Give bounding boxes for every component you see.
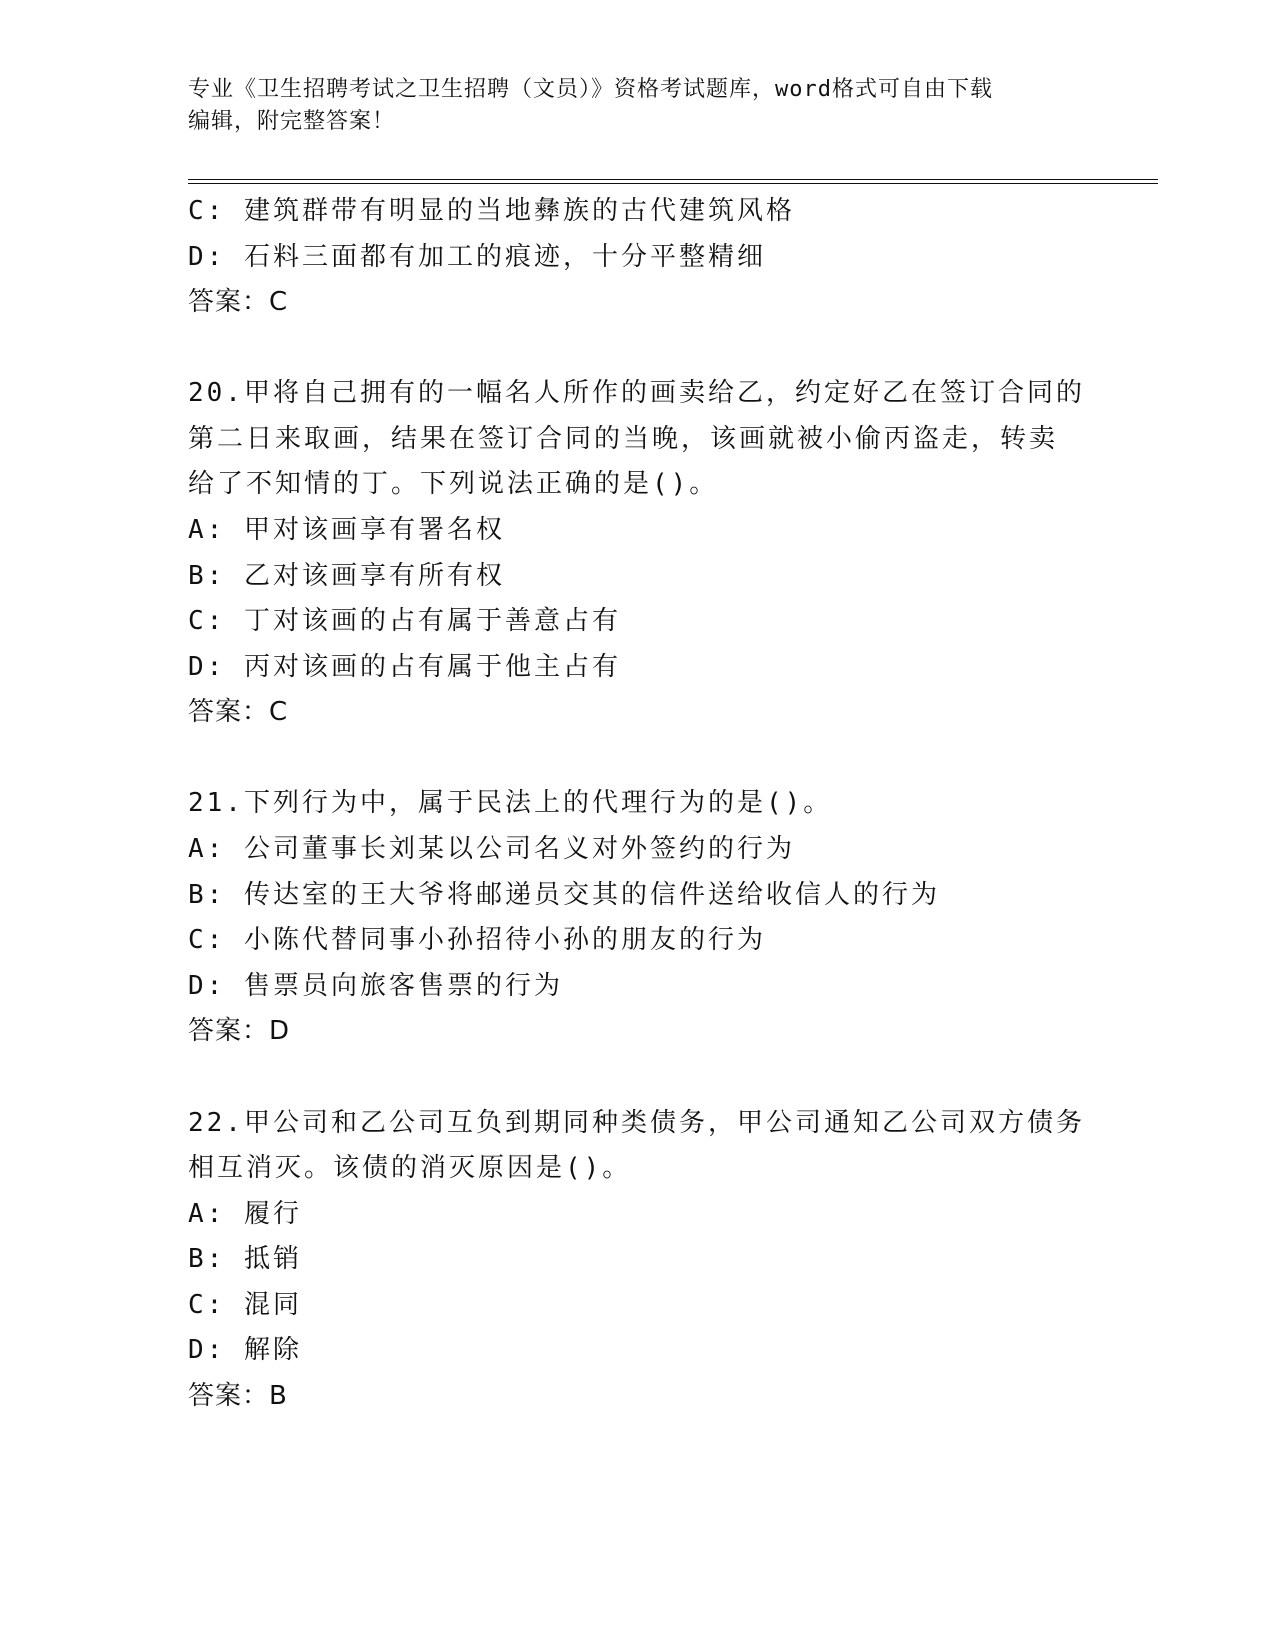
q20-option-b: B: 乙对该画享有所有权 xyxy=(188,561,505,591)
q21-option-d: D: 售票员向旅客售票的行为 xyxy=(188,971,563,1001)
q20-option-a: A: 甲对该画享有署名权 xyxy=(188,515,505,545)
q22-stem-line-1: 22.甲公司和乙公司互负到期同种类债务，甲公司通知乙公司双方债务 xyxy=(188,1108,1085,1138)
q22-option-a: A: 履行 xyxy=(188,1199,302,1229)
header-rule-bottom xyxy=(188,183,1158,184)
document-header xyxy=(188,74,1088,138)
q20-option-d: D: 丙对该画的占有属于他主占有 xyxy=(188,652,621,682)
q22-answer: 答案：B xyxy=(188,1381,288,1411)
q21-answer: 答案：D xyxy=(188,1016,291,1046)
q22-option-b: B: 抵销 xyxy=(188,1244,302,1274)
q20-stem-line-2: 第二日来取画，结果在签订合同的当晚，该画就被小偷丙盗走，转卖 xyxy=(188,424,1059,454)
q20-option-c: C: 丁对该画的占有属于善意占有 xyxy=(188,606,621,636)
q19-option-c: C: 建筑群带有明显的当地彝族的古代建筑风格 xyxy=(188,196,795,226)
q21-stem-line-1: 21.下列行为中，属于民法上的代理行为的是()。 xyxy=(188,788,833,818)
q20-stem-line-3: 给了不知情的丁。下列说法正确的是()。 xyxy=(188,469,719,499)
q19-option-d: D: 石料三面都有加工的痕迹，十分平整精细 xyxy=(188,242,766,272)
q20-answer: 答案：C xyxy=(188,697,289,727)
header-rule-top xyxy=(188,179,1158,180)
q19-answer: 答案：C xyxy=(188,287,289,317)
q22-option-c: C: 混同 xyxy=(188,1290,302,1320)
header-line-2: 编辑，附完整答案！ xyxy=(188,109,396,134)
q21-option-a: A: 公司董事长刘某以公司名义对外签约的行为 xyxy=(188,834,795,864)
q20-stem-line-1: 20.甲将自己拥有的一幅名人所作的画卖给乙，约定好乙在签订合同的 xyxy=(188,378,1085,408)
header-line-1: 专业《卫生招聘考试之卫生招聘（文员）》资格考试题库，word格式可自由下载 xyxy=(188,77,993,102)
q22-option-d: D: 解除 xyxy=(188,1335,302,1365)
q21-option-c: C: 小陈代替同事小孙招待小孙的朋友的行为 xyxy=(188,925,766,955)
q21-option-b: B: 传达室的王大爷将邮递员交其的信件送给收信人的行为 xyxy=(188,880,940,910)
q22-stem-line-2: 相互消灭。该债的消灭原因是()。 xyxy=(188,1153,632,1183)
